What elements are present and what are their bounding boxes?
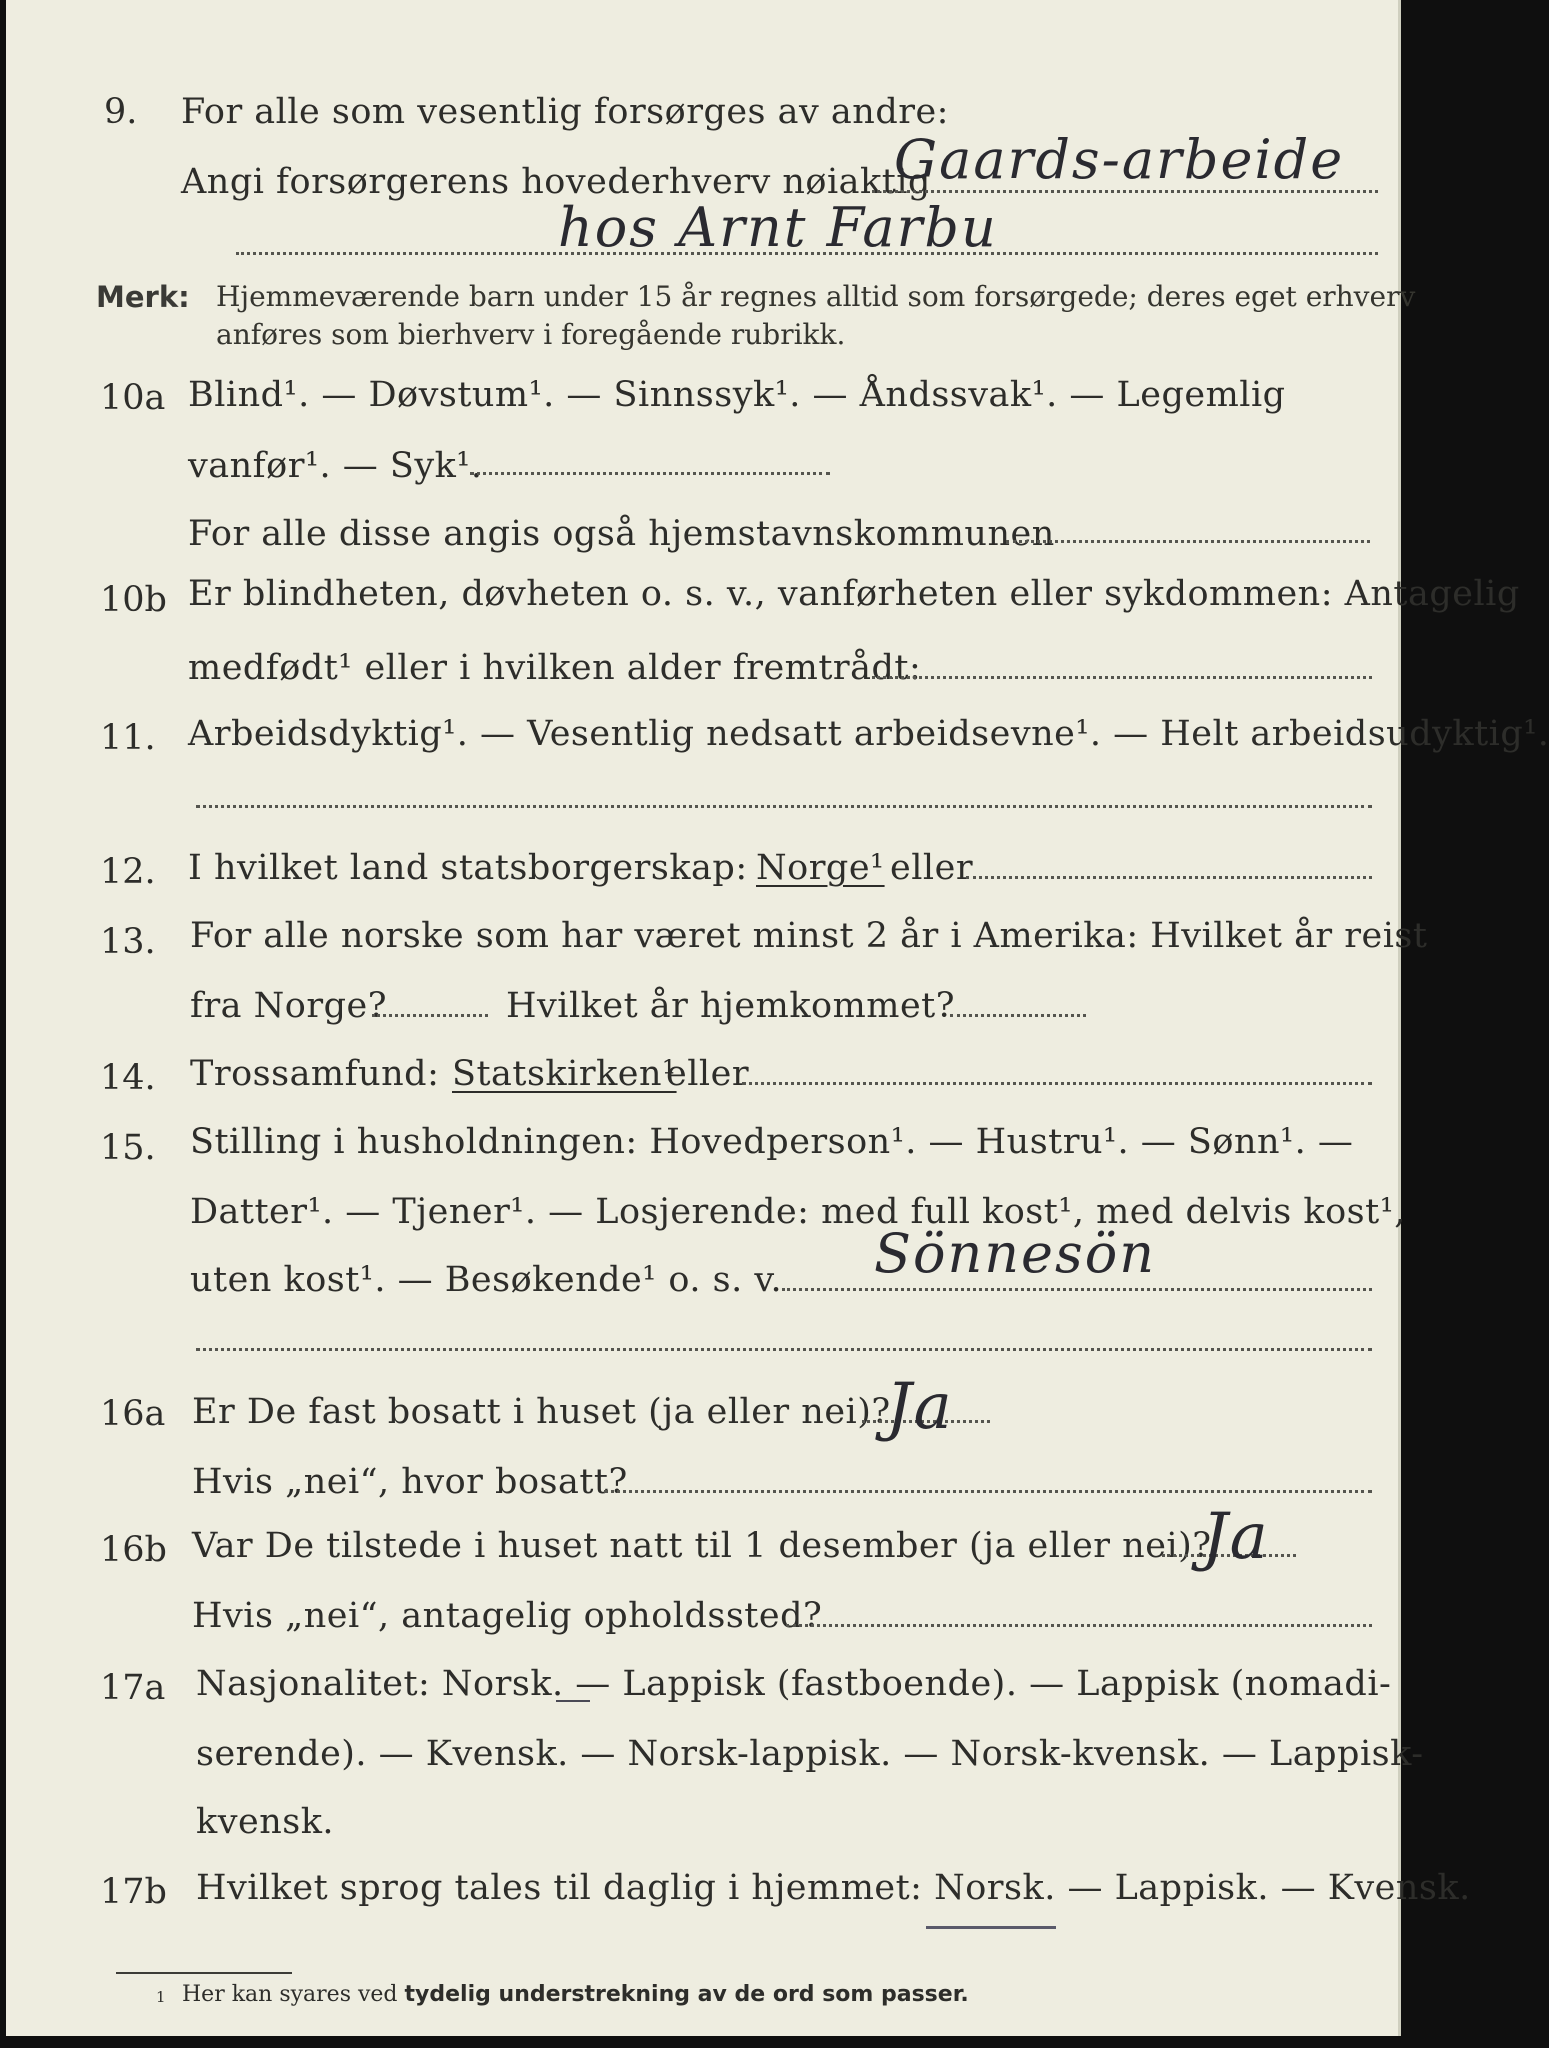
q10a-number: 10a xyxy=(100,378,166,418)
footnote-mark: 1 xyxy=(156,1988,166,2006)
q15-line-2: Datter¹. — Tjener¹. — Losjerende: med full kost¹, med delvis kost¹, xyxy=(190,1192,1406,1232)
q16b-answer-line-2 xyxy=(786,1624,1372,1627)
q17b-number: 17b xyxy=(100,1872,167,1912)
q10a-line-1: Blind¹. — Døvstum¹. — Sinnssyk¹. — Åndssvak¹. — Legemlig xyxy=(188,375,1286,415)
q17b-line-1: Hvilket sprog tales til daglig i hjemmet: Norsk. — Lappisk. — Kvensk. xyxy=(196,1868,1471,1908)
q15-answer-line-2 xyxy=(196,1348,1372,1351)
merk-line-2: anføres som bierhverv i foregående rubrikk. xyxy=(216,318,846,351)
q15-answer-line-1 xyxy=(782,1288,1372,1291)
q16a-number: 16a xyxy=(100,1394,166,1434)
q13-line-2b: Hvilket år hjemkommet? xyxy=(506,986,956,1026)
q13-number: 13. xyxy=(100,922,156,962)
footnote-text-a: Her kan syares ved xyxy=(182,1982,398,2007)
q15-line-3: uten kost¹. — Besøkende¹ o. s. v. xyxy=(190,1260,783,1300)
q11-line-1: Arbeidsdyktig¹. — Vesentlig nedsatt arbeidsevne¹. — Helt arbeidsudyktig¹. xyxy=(188,714,1549,754)
q12-answer-line xyxy=(966,876,1372,879)
census-form-page xyxy=(6,0,1549,2036)
q14-prefix: Trossamfund: xyxy=(190,1054,440,1094)
q14-option-statskirken: Statskirken¹ xyxy=(452,1054,677,1094)
q15-line-1: Stilling i husholdningen: Hovedperson¹. — Hustru¹. — Sønn¹. — xyxy=(190,1122,1354,1162)
q16b-handwritten-answer: Ja xyxy=(1202,1500,1270,1574)
q10b-number: 10b xyxy=(100,580,167,620)
q10a-line-3: For alle disse angis også hjemstavnskommunen xyxy=(188,514,1055,554)
q17a-line-2: serende). — Kvensk. — Norsk-lappisk. — Norsk-kvensk. — Lappisk- xyxy=(196,1734,1424,1774)
q10a-answer-line-1 xyxy=(470,472,830,475)
q9-handwritten-employer: hos Arnt Farbu xyxy=(558,196,998,259)
q12-prefix: I hvilket land statsborgerskap: xyxy=(188,848,748,888)
footnote-rule xyxy=(116,1972,292,1974)
footnote-text-b: tydelig understrekning av de ord som passer. xyxy=(404,1982,969,2007)
q17b-norsk-pen-mark xyxy=(926,1926,1056,1929)
q16b-line-1: Var De tilstede i huset natt til 1 desember (ja eller nei)? xyxy=(192,1526,1212,1566)
q17a-line-3: kvensk. xyxy=(196,1802,335,1842)
q11-number: 11. xyxy=(100,718,156,758)
q9-line-1: For alle som vesentlig forsørges av andre: xyxy=(181,92,949,132)
q16b-number: 16b xyxy=(100,1530,167,1570)
q15-handwritten-position: Sönnesön xyxy=(874,1222,1157,1285)
q16b-line-2: Hvis „nei“, antagelig opholdssted? xyxy=(192,1596,823,1636)
q12-suffix: eller xyxy=(890,848,974,888)
q17a-line-1: Nasjonalitet: Norsk. — Lappisk (fastboende). — Lappisk (nomadi- xyxy=(196,1664,1392,1704)
q10a-answer-line-2 xyxy=(1006,540,1370,543)
merk-line-1: Hjemmeværende barn under 15 år regnes alltid som forsørgede; deres eget erhverv xyxy=(216,280,1416,313)
q13-answer-line-2 xyxy=(950,1014,1086,1017)
q10a-line-2: vanfør¹. — Syk¹. xyxy=(188,446,483,486)
q10b-line-1: Er blindheten, døvheten o. s. v., vanførheten eller sykdommen: Antagelig xyxy=(188,574,1520,614)
q12-option-norge: Norge¹ xyxy=(756,848,885,888)
q12-number: 12. xyxy=(100,852,156,892)
q16a-line-1: Er De fast bosatt i huset (ja eller nei)? xyxy=(192,1392,891,1432)
q13-answer-line-1 xyxy=(372,1014,488,1017)
q14-number: 14. xyxy=(100,1058,156,1098)
footnote-text xyxy=(182,1982,969,2007)
q17a-number: 17a xyxy=(100,1668,166,1708)
q16a-answer-line-2 xyxy=(604,1490,1372,1493)
q9-handwritten-occupation: Gaards-arbeide xyxy=(894,128,1345,191)
q16a-handwritten-answer: Ja xyxy=(886,1370,954,1444)
q9-number: 9. xyxy=(104,92,138,132)
merk-label: Merk: xyxy=(96,280,190,314)
q9-line-2: Angi forsørgerens hovederhverv nøiaktig xyxy=(181,162,931,202)
q13-line-2a: fra Norge? xyxy=(190,986,387,1026)
q10b-answer-line xyxy=(872,676,1372,679)
q16a-line-2: Hvis „nei“, hvor bosatt? xyxy=(192,1462,628,1502)
q14-suffix: eller xyxy=(666,1054,750,1094)
q15-number: 15. xyxy=(100,1128,156,1168)
q13-line-1: For alle norske som har været minst 2 år i Amerika: Hvilket år reist xyxy=(190,916,1428,956)
q10b-line-2: medfødt¹ eller i hvilken alder fremtrådt: xyxy=(188,648,922,688)
q17a-norsk-pen-mark xyxy=(556,1700,590,1702)
q11-answer-line xyxy=(196,805,1372,808)
q14-answer-line xyxy=(742,1082,1372,1085)
